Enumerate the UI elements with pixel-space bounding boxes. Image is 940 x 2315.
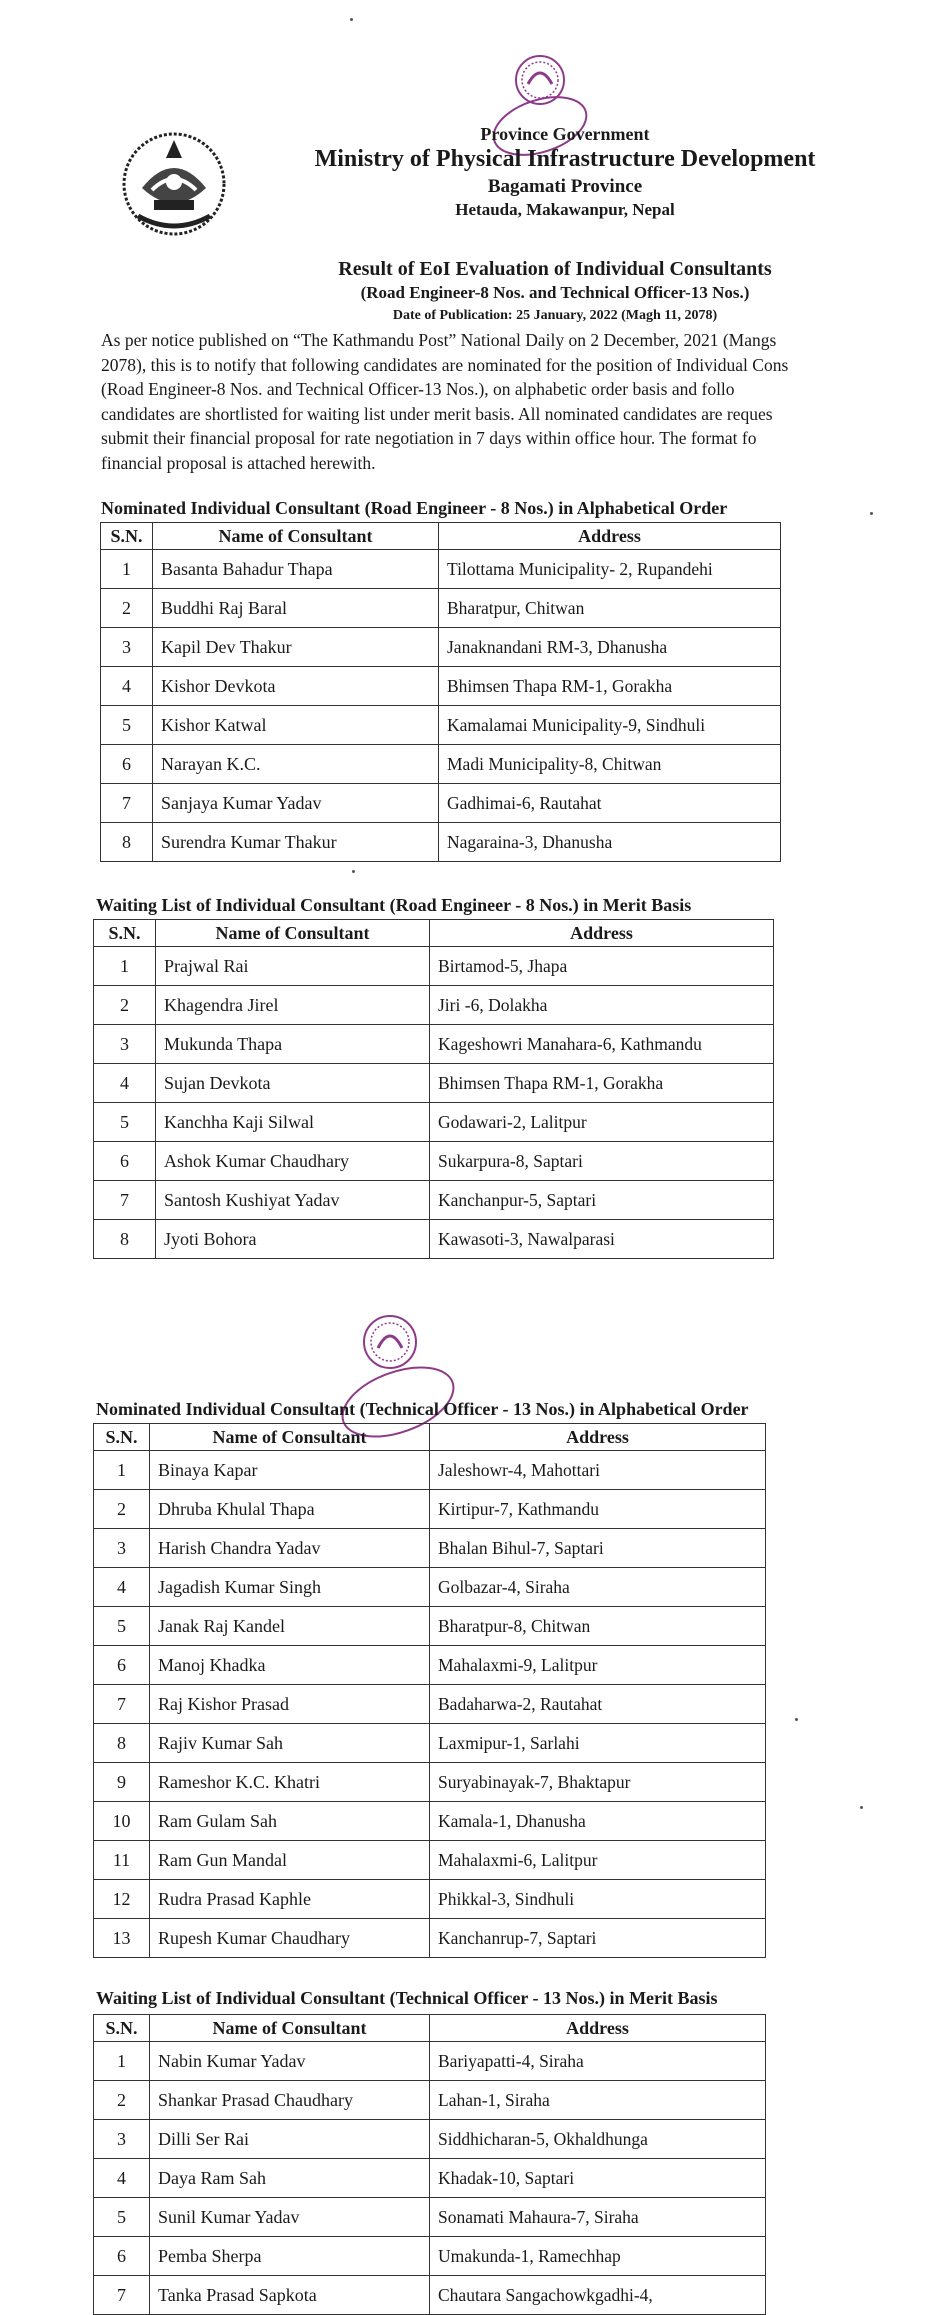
column-header-address: Address [430, 2015, 766, 2042]
row-address-cell: Mahalaxmi-6, Lalitpur [430, 1841, 766, 1880]
scan-speck [860, 1806, 863, 1809]
scan-speck [350, 18, 353, 21]
table-header-row [94, 920, 774, 947]
row-address-cell: Lahan-1, Siraha [430, 2081, 766, 2120]
row-address-cell: Kanchanrup-7, Saptari [430, 1919, 766, 1958]
table-row [101, 550, 781, 589]
row-address-cell: Chautara Sangachowkgadhi-4, [430, 2276, 766, 2315]
row-name-cell: Narayan K.C. [153, 745, 439, 784]
row-name-cell: Ashok Kumar Chaudhary [156, 1142, 430, 1181]
row-name-cell: Kapil Dev Thakur [153, 628, 439, 667]
row-address-cell: Jiri -6, Dolakha [430, 986, 774, 1025]
publication-date: Date of Publication: 25 January, 2022 (Magh 11, 2078) [392, 308, 718, 323]
table-row [94, 1841, 766, 1880]
table-row [94, 2276, 766, 2315]
table-row [94, 2198, 766, 2237]
column-header-sn: S.N. [101, 523, 153, 550]
row-name-cell: Prajwal Rai [156, 947, 430, 986]
row-name-cell: Rameshor K.C. Khatri [150, 1763, 430, 1802]
row-name-cell: Ram Gulam Sah [150, 1802, 430, 1841]
column-header-name: Name of Consultant [153, 523, 439, 550]
row-address-cell: Bhimsen Thapa RM-1, Gorakha [439, 667, 781, 706]
table-header-row [94, 1424, 766, 1451]
row-address-cell: Kamalamai Municipality-9, Sindhuli [439, 706, 781, 745]
row-sn-cell: 7 [94, 2276, 150, 2315]
row-name-cell: Kanchha Kaji Silwal [156, 1103, 430, 1142]
section-title-road-nominated: Nominated Individual Consultant (Road Engineer - 8 Nos.) in Alphabetical Order [101, 498, 728, 518]
row-sn-cell: 11 [94, 1841, 150, 1880]
table-row [94, 1181, 774, 1220]
row-sn-cell: 4 [94, 1568, 150, 1607]
letterhead [0, 0, 940, 270]
row-sn-cell: 6 [94, 1646, 150, 1685]
column-header-sn: S.N. [94, 920, 156, 947]
row-name-cell: Kishor Devkota [153, 667, 439, 706]
table-row [94, 1724, 766, 1763]
table-row [101, 784, 781, 823]
column-header-name: Name of Consultant [156, 920, 430, 947]
province-government-heading: Province Government [480, 124, 650, 144]
row-address-cell: Kageshowri Manahara-6, Kathmandu [430, 1025, 774, 1064]
row-sn-cell: 7 [101, 784, 153, 823]
column-header-address: Address [439, 523, 781, 550]
row-sn-cell: 6 [94, 2237, 150, 2276]
row-address-cell: Bharatpur, Chitwan [439, 589, 781, 628]
row-sn-cell: 8 [101, 823, 153, 862]
table-row [94, 1529, 766, 1568]
row-address-cell: Tilottama Municipality- 2, Rupandehi [439, 550, 781, 589]
table-row [101, 823, 781, 862]
column-header-sn: S.N. [94, 1424, 150, 1451]
column-header-name: Name of Consultant [150, 2015, 430, 2042]
scan-speck [795, 1718, 798, 1721]
table-row [94, 1646, 766, 1685]
table-row [94, 1490, 766, 1529]
row-sn-cell: 5 [94, 1103, 156, 1142]
row-address-cell: Jaleshowr-4, Mahottari [430, 1451, 766, 1490]
row-sn-cell: 9 [94, 1763, 150, 1802]
table-row [101, 745, 781, 784]
row-sn-cell: 7 [94, 1181, 156, 1220]
row-name-cell: Rupesh Kumar Chaudhary [150, 1919, 430, 1958]
location-heading: Hetauda, Makawanpur, Nepal [455, 200, 675, 219]
table-row [101, 667, 781, 706]
scan-speck [352, 870, 355, 873]
row-sn-cell: 3 [94, 1025, 156, 1064]
row-sn-cell: 3 [101, 628, 153, 667]
table-row [94, 1607, 766, 1646]
row-name-cell: Rudra Prasad Kaphle [150, 1880, 430, 1919]
column-header-sn: S.N. [94, 2015, 150, 2042]
row-sn-cell: 2 [94, 1490, 150, 1529]
row-name-cell: Harish Chandra Yadav [150, 1529, 430, 1568]
row-name-cell: Rajiv Kumar Sah [150, 1724, 430, 1763]
notice-line: financial proposal is attached herewith. [101, 452, 376, 473]
row-name-cell: Buddhi Raj Baral [153, 589, 439, 628]
row-name-cell: Basanta Bahadur Thapa [153, 550, 439, 589]
row-address-cell: Khadak-10, Saptari [430, 2159, 766, 2198]
row-address-cell: Badaharwa-2, Rautahat [430, 1685, 766, 1724]
table-row [94, 1025, 774, 1064]
row-sn-cell: 3 [94, 2120, 150, 2159]
notice-line: candidates are shortlisted for waiting list under merit basis. All nominated candidates are reques [101, 403, 773, 424]
row-address-cell: Janaknandani RM-3, Dhanusha [439, 628, 781, 667]
notice-paragraph [101, 328, 940, 476]
table-row [94, 1220, 774, 1259]
table-row [94, 1919, 766, 1958]
row-name-cell: Pemba Sherpa [150, 2237, 430, 2276]
column-header-address: Address [430, 1424, 766, 1451]
row-name-cell: Tanka Prasad Sapkota [150, 2276, 430, 2315]
notice-line: As per notice published on “The Kathmandu Post” National Daily on 2 December, 2021 (Mangs [101, 330, 777, 350]
row-address-cell: Godawari-2, Lalitpur [430, 1103, 774, 1142]
row-name-cell: Raj Kishor Prasad [150, 1685, 430, 1724]
row-sn-cell: 5 [94, 1607, 150, 1646]
page-break [0, 1290, 940, 1310]
row-name-cell: Surendra Kumar Thakur [153, 823, 439, 862]
row-address-cell: Madi Municipality-8, Chitwan [439, 745, 781, 784]
table-row [94, 1142, 774, 1181]
row-sn-cell: 6 [94, 1142, 156, 1181]
row-sn-cell: 13 [94, 1919, 150, 1958]
technical-officer-waiting-table [93, 2014, 766, 2315]
table-row [94, 1064, 774, 1103]
table-row [101, 706, 781, 745]
section-title-road-waiting: Waiting List of Individual Consultant (Road Engineer - 8 Nos.) in Merit Basis [96, 895, 692, 915]
result-main-title: Result of EoI Evaluation of Individual Consultants [338, 258, 772, 280]
province-heading: Bagamati Province [487, 176, 643, 197]
table-row [94, 1451, 766, 1490]
row-sn-cell: 2 [101, 589, 153, 628]
row-address-cell: Nagaraina-3, Dhanusha [439, 823, 781, 862]
row-name-cell: Dilli Ser Rai [150, 2120, 430, 2159]
row-sn-cell: 1 [94, 1451, 150, 1490]
section-title-technical-nominated: Nominated Individual Consultant (Technical Officer - 13 Nos.) in Alphabetical Order [96, 1399, 749, 1419]
row-sn-cell: 2 [94, 2081, 150, 2120]
row-address-cell: Kawasoti-3, Nawalparasi [430, 1220, 774, 1259]
row-sn-cell: 4 [101, 667, 153, 706]
row-name-cell: Santosh Kushiyat Yadav [156, 1181, 430, 1220]
notice-line: (Road Engineer-8 Nos. and Technical Officer-13 Nos.), on alphabetic order basis and follo [101, 379, 735, 400]
section-title-technical-waiting: Waiting List of Individual Consultant (Technical Officer - 13 Nos.) in Merit Basis [96, 1988, 718, 2008]
row-address-cell: Bhalan Bihul-7, Saptari [430, 1529, 766, 1568]
row-address-cell: Bhimsen Thapa RM-1, Gorakha [430, 1064, 774, 1103]
row-address-cell: Suryabinayak-7, Bhaktapur [430, 1763, 766, 1802]
table-row [94, 2237, 766, 2276]
row-sn-cell: 1 [94, 947, 156, 986]
row-address-cell: Kirtipur-7, Kathmandu [430, 1490, 766, 1529]
table-row [94, 2081, 766, 2120]
ministry-heading: Ministry of Physical Infrastructure Development [314, 146, 816, 172]
table-row [94, 1880, 766, 1919]
row-name-cell: Jagadish Kumar Singh [150, 1568, 430, 1607]
road-engineer-nominated-table [100, 522, 781, 862]
column-header-address: Address [430, 920, 774, 947]
table-row [94, 1685, 766, 1724]
table-row [101, 589, 781, 628]
table-row [94, 1802, 766, 1841]
table-header-row [94, 2015, 766, 2042]
row-sn-cell: 8 [94, 1220, 156, 1259]
technical-officer-nominated-table [93, 1423, 766, 1958]
table-row [94, 1568, 766, 1607]
row-address-cell: Umakunda-1, Ramechhap [430, 2237, 766, 2276]
row-sn-cell: 5 [101, 706, 153, 745]
table-row [94, 2042, 766, 2081]
row-name-cell: Sunil Kumar Yadav [150, 2198, 430, 2237]
row-name-cell: Dhruba Khulal Thapa [150, 1490, 430, 1529]
row-name-cell: Daya Ram Sah [150, 2159, 430, 2198]
row-sn-cell: 3 [94, 1529, 150, 1568]
row-address-cell: Sonamati Mahaura-7, Siraha [430, 2198, 766, 2237]
table-row [101, 628, 781, 667]
row-address-cell: Birtamod-5, Jhapa [430, 947, 774, 986]
row-name-cell: Nabin Kumar Yadav [150, 2042, 430, 2081]
row-sn-cell: 1 [94, 2042, 150, 2081]
row-sn-cell: 2 [94, 986, 156, 1025]
result-subtitle: (Road Engineer-8 Nos. and Technical Officer-13 Nos.) [360, 283, 750, 302]
row-address-cell: Kamala-1, Dhanusha [430, 1802, 766, 1841]
row-address-cell: Mahalaxmi-9, Lalitpur [430, 1646, 766, 1685]
row-sn-cell: 5 [94, 2198, 150, 2237]
row-sn-cell: 4 [94, 2159, 150, 2198]
row-name-cell: Manoj Khadka [150, 1646, 430, 1685]
notice-line: submit their financial proposal for rate negotiation in 7 days within office hour. The format fo [101, 428, 757, 449]
row-sn-cell: 8 [94, 1724, 150, 1763]
row-address-cell: Siddhicharan-5, Okhaldhunga [430, 2120, 766, 2159]
row-address-cell: Bharatpur-8, Chitwan [430, 1607, 766, 1646]
row-sn-cell: 7 [94, 1685, 150, 1724]
row-address-cell: Gadhimai-6, Rautahat [439, 784, 781, 823]
table-row [94, 986, 774, 1025]
table-row [94, 2120, 766, 2159]
row-sn-cell: 6 [101, 745, 153, 784]
row-sn-cell: 4 [94, 1064, 156, 1103]
row-address-cell: Laxmipur-1, Sarlahi [430, 1724, 766, 1763]
row-name-cell: Jyoti Bohora [156, 1220, 430, 1259]
table-row [94, 2159, 766, 2198]
column-header-name: Name of Consultant [150, 1424, 430, 1451]
road-engineer-waiting-table [93, 919, 774, 1259]
row-address-cell: Golbazar-4, Siraha [430, 1568, 766, 1607]
notice-line: 2078), this is to notify that following candidates are nominated for the position of Individual Cons [101, 354, 789, 375]
row-name-cell: Ram Gun Mandal [150, 1841, 430, 1880]
row-sn-cell: 10 [94, 1802, 150, 1841]
row-address-cell: Bariyapatti-4, Siraha [430, 2042, 766, 2081]
row-name-cell: Shankar Prasad Chaudhary [150, 2081, 430, 2120]
scan-speck [870, 512, 873, 515]
table-row [94, 1103, 774, 1142]
table-header-row [101, 523, 781, 550]
row-name-cell: Janak Raj Kandel [150, 1607, 430, 1646]
row-name-cell: Sanjaya Kumar Yadav [153, 784, 439, 823]
row-name-cell: Mukunda Thapa [156, 1025, 430, 1064]
table-row [94, 947, 774, 986]
row-address-cell: Kanchanpur-5, Saptari [430, 1181, 774, 1220]
row-sn-cell: 1 [101, 550, 153, 589]
row-name-cell: Khagendra Jirel [156, 986, 430, 1025]
row-sn-cell: 12 [94, 1880, 150, 1919]
table-row [94, 1763, 766, 1802]
row-name-cell: Kishor Katwal [153, 706, 439, 745]
row-address-cell: Sukarpura-8, Saptari [430, 1142, 774, 1181]
row-name-cell: Binaya Kapar [150, 1451, 430, 1490]
row-address-cell: Phikkal-3, Sindhuli [430, 1880, 766, 1919]
row-name-cell: Sujan Devkota [156, 1064, 430, 1103]
